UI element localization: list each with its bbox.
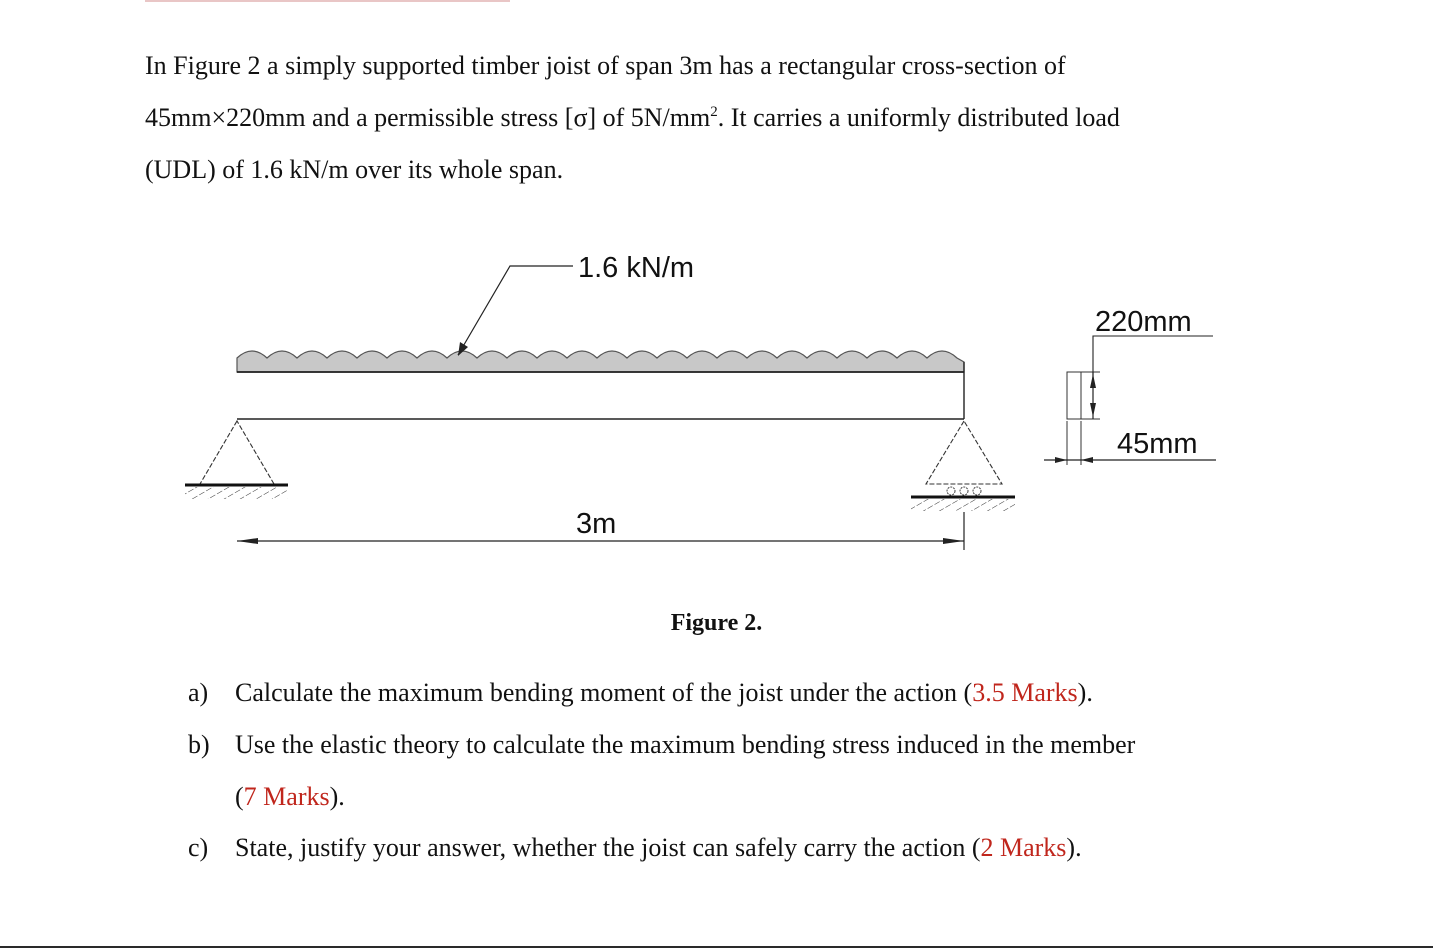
question-c-end: ). [1066, 833, 1082, 862]
intro-superscript: 2 [710, 104, 718, 120]
span-arrow-right [943, 538, 964, 544]
roller-mid [960, 487, 968, 495]
question-a-marks: 3.5 Marks [972, 678, 1078, 707]
intro-line-2-b: . It carries a uniformly distributed load [717, 103, 1120, 132]
load-label: 1.6 kN/m [578, 252, 695, 284]
span-dimension [237, 508, 964, 550]
width-arrow-right [1081, 457, 1093, 463]
intro-line-2-a: 45mm×220mm and a permissible stress [σ] of 5N/mm [145, 103, 711, 132]
question-c-text [235, 831, 1265, 865]
width-arrow-left [1055, 457, 1067, 463]
udl-load-shape [237, 351, 964, 372]
intro-line-3: (UDL) of 1.6 kN/m over its whole span. [145, 155, 564, 184]
question-b-open: ( [235, 782, 244, 811]
question-a-body: Calculate the maximum bending moment of the joist under the action ( [235, 678, 973, 707]
depth-label: 220mm [1095, 306, 1192, 338]
roller-right [973, 487, 981, 495]
question-b-marks: 7 Marks [243, 782, 330, 811]
depth-arrow-bottom [1090, 403, 1096, 417]
depth-leader [1093, 336, 1213, 380]
question-c-body: State, justify your answer, whether the joist can safely carry the action ( [235, 833, 981, 862]
question-b-end: ). [329, 782, 345, 811]
intro-line-1: In Figure 2 a simply supported timber joist of span 3m has a rectangular cross-section of [145, 51, 1066, 80]
question-c-marks: 2 Marks [980, 833, 1067, 862]
span-label: 3m [576, 508, 617, 540]
question-b-text [235, 728, 1265, 762]
udl-load [237, 351, 964, 372]
width-label: 45mm [1117, 428, 1198, 460]
left-support-triangle [200, 421, 274, 484]
question-c-label: c) [188, 833, 209, 862]
left-support-hatch [185, 487, 288, 499]
question-a-label: a) [188, 678, 209, 707]
question-b-label: b) [188, 730, 210, 759]
roller-left [947, 487, 955, 495]
question-a-end: ). [1077, 678, 1093, 707]
section-rectangle [1067, 372, 1081, 419]
bottom-divider [0, 946, 1433, 948]
question-b-text-2 [235, 780, 1265, 814]
load-leader-line [458, 266, 573, 355]
cross-section [1044, 306, 1216, 465]
span-arrow-left [237, 538, 258, 544]
load-leader [458, 252, 694, 356]
right-support-triangle [926, 421, 1002, 484]
question-a-text [235, 676, 1265, 710]
left-support [185, 421, 288, 499]
right-support [911, 421, 1015, 511]
question-b-body: Use the elastic theory to calculate the maximum bending stress induced in the member [235, 730, 1136, 759]
right-support-hatch [911, 499, 1015, 511]
figure-caption: Figure 2. [670, 610, 763, 636]
